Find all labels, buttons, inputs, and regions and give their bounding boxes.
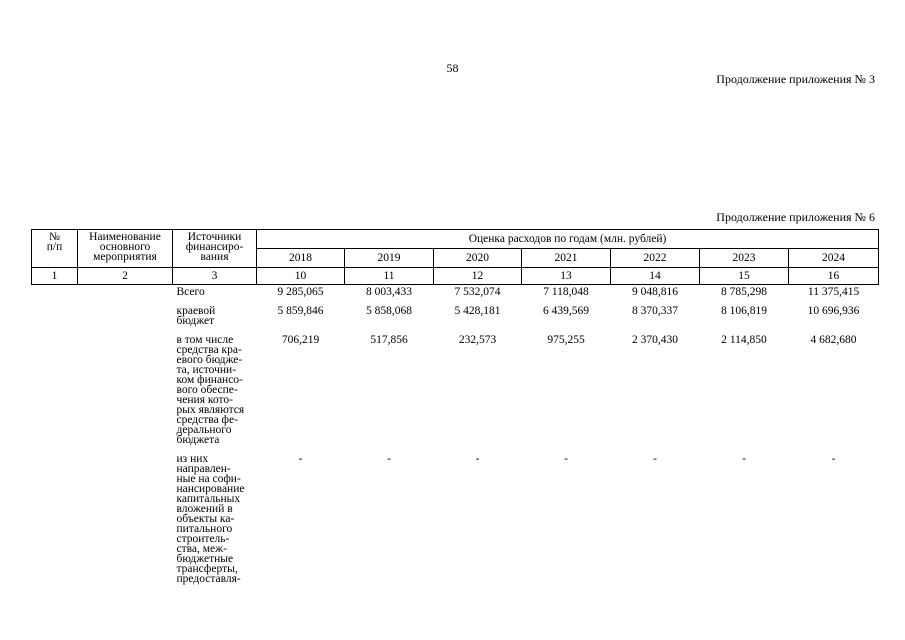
cell-value: 5 859,846 <box>277 305 324 317</box>
cell-source: в том числе средства кра- евого бюдже- та, источни- ком финансо- вого обеспе- чения кото- рых являются средства фе- дерального бюджета <box>176 334 245 446</box>
header-name: Наименование основного мероприятия <box>78 230 173 268</box>
cell-value: 5 428,181 <box>454 305 501 317</box>
column-number: 13 <box>522 268 611 285</box>
cell-value: 7 532,074 <box>454 286 501 298</box>
cell-value: 232,573 <box>458 334 497 346</box>
table-row <box>32 285 879 306</box>
annex-heading-3: Продолжение приложения № 3 <box>716 72 875 86</box>
header-group-years: Оценка расходов по годам (млн. рублей) <box>257 230 879 249</box>
budget-table <box>31 229 879 592</box>
cell-value: 8 003,433 <box>366 286 412 298</box>
cell-value: 2 370,430 <box>632 334 678 346</box>
column-number: 16 <box>789 268 879 285</box>
cell-value: 8 785,298 <box>721 286 767 298</box>
cell-name <box>78 305 173 334</box>
cell-source: Всего <box>176 286 205 298</box>
header-sources: Источники финансиро- вания <box>173 230 257 268</box>
header-year: 2024 <box>789 249 879 268</box>
table-row <box>32 305 879 334</box>
cell-value: 6 439,569 <box>543 305 589 317</box>
cell-source: краевой бюджет <box>176 305 216 327</box>
cell-name <box>78 334 173 453</box>
cell-value: 9 285,065 <box>277 286 324 298</box>
cell-value: 4 682,680 <box>810 334 857 346</box>
header-year: 2020 <box>434 249 522 268</box>
annex-heading-6: Продолжение приложения № 6 <box>716 210 875 224</box>
column-number: 12 <box>434 268 522 285</box>
header-year: 2021 <box>522 249 611 268</box>
column-number: 2 <box>78 268 173 285</box>
cell-value: - <box>564 453 568 465</box>
table-row <box>32 334 879 453</box>
cell-value: 10 696,936 <box>807 305 860 317</box>
cell-value: 5 858,068 <box>366 305 412 317</box>
column-number: 1 <box>32 268 78 285</box>
cell-num <box>32 285 78 306</box>
cell-value: - <box>653 453 657 465</box>
cell-num <box>32 305 78 334</box>
cell-value: - <box>387 453 391 465</box>
cell-value: - <box>298 453 303 465</box>
cell-value: 8 106,819 <box>721 305 767 317</box>
cell-num <box>32 334 78 453</box>
cell-value: 8 370,337 <box>632 305 678 317</box>
cell-value: 517,856 <box>370 334 408 346</box>
column-number: 10 <box>257 268 345 285</box>
cell-value: 9 048,816 <box>632 286 678 298</box>
cell-name <box>78 285 173 306</box>
cell-value: 11 375,415 <box>807 286 860 298</box>
cell-name <box>78 453 173 592</box>
header-year: 2022 <box>611 249 700 268</box>
cell-value: 706,219 <box>281 334 320 346</box>
cell-value: 2 114,850 <box>721 334 767 346</box>
header-year: 2019 <box>345 249 434 268</box>
column-number: 11 <box>345 268 434 285</box>
cell-value: - <box>475 453 480 465</box>
cell-source: из них направлен- ные на софи- нансирование капитальных вложений в объекты ка- питального строитель- ства, меж- бюджетные трансферты, предоставля- <box>176 453 245 585</box>
column-number: 15 <box>700 268 789 285</box>
column-number: 14 <box>611 268 700 285</box>
header-year: 2023 <box>700 249 789 268</box>
cell-value: - <box>831 453 836 465</box>
table-row <box>32 453 879 592</box>
header-year: 2018 <box>257 249 345 268</box>
cell-value: 7 118,048 <box>543 286 589 298</box>
page-number: 58 <box>446 61 459 75</box>
cell-value: 975,255 <box>547 334 585 346</box>
header-num: № п/п <box>32 230 78 268</box>
column-number: 3 <box>173 268 257 285</box>
cell-value: - <box>742 453 746 465</box>
cell-num <box>32 453 78 592</box>
